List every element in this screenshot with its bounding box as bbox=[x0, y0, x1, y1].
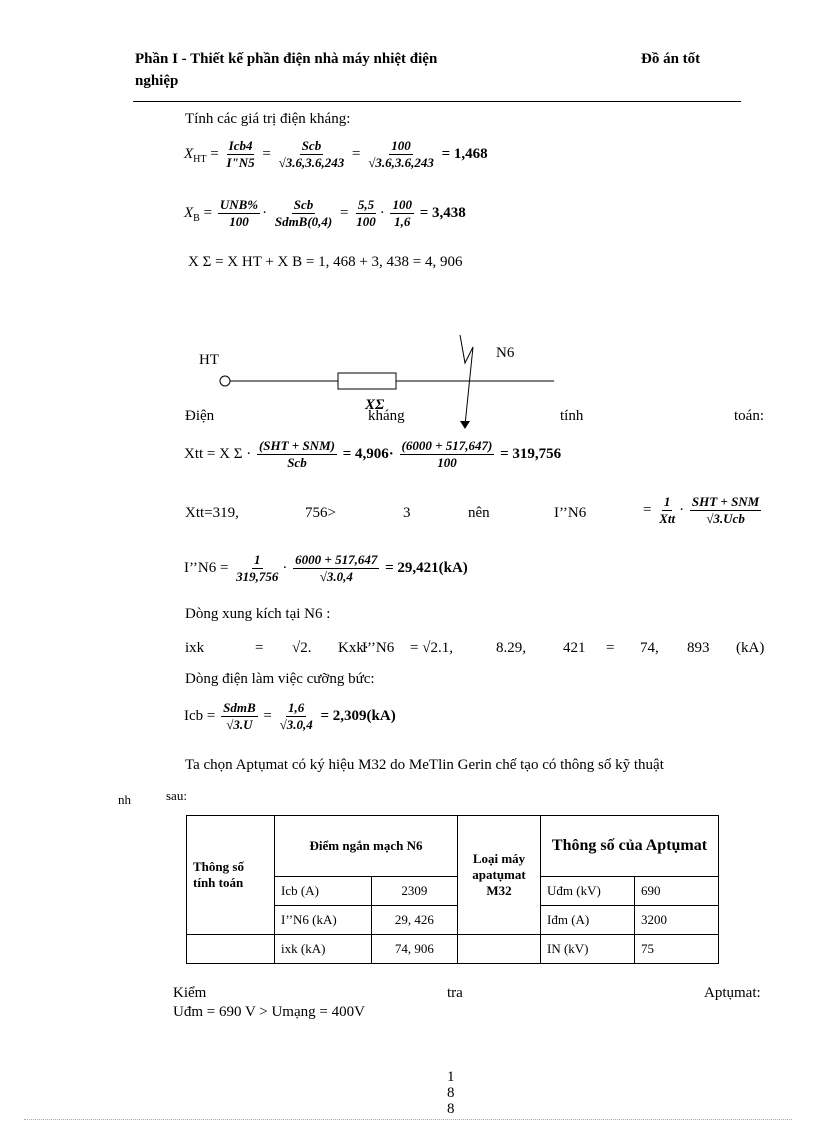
xk-title: Dòng xung kích tại N6 : bbox=[185, 606, 331, 622]
eq7-n1: SdmB bbox=[223, 700, 256, 715]
xk-9: 74, bbox=[640, 640, 659, 656]
eq5-d1: Xtt bbox=[659, 511, 676, 526]
cb-title: Dòng điện làm việc cưỡng bức: bbox=[185, 671, 375, 687]
eq1-d1: I"N5 bbox=[226, 155, 255, 170]
eq5-n2: SHT + SNM bbox=[691, 494, 760, 509]
eq2-d1: 100 bbox=[229, 214, 249, 229]
equation-xb: $X_B$ = $\frac{\text{UNB\%}}{100}$ · $\frac{\text{Scb}}{\text{SdmB(0,4)}}$ = $\frac{5,5}{100}$ · $\frac{100}{1,6}$ = 3,438 bbox=[184, 197, 466, 229]
eq7-d2: √3.0,4 bbox=[279, 717, 313, 732]
cell-s1: Iđm (A) bbox=[541, 906, 635, 935]
check-w3: Aptụmat: bbox=[704, 985, 761, 1001]
cell-p2: ixk (kA) bbox=[275, 935, 372, 964]
eq7-d1: √3.U bbox=[226, 717, 253, 732]
eq1-lhs: X bbox=[184, 145, 194, 162]
xk-10: 893 bbox=[687, 640, 710, 656]
fault-arrow-head bbox=[460, 421, 470, 429]
eq1-n1: Icb4 bbox=[228, 138, 253, 153]
cell-s2: IN (kV) bbox=[541, 935, 635, 964]
fault-arrow bbox=[460, 335, 473, 425]
equation-xtt bbox=[184, 438, 561, 471]
equation-xsum: X Σ = X HT + X B = 1, 468 + 3, 438 = 4, 906 bbox=[188, 254, 463, 270]
equation-in6: I’’N6 = $\frac{1}{319,756}$ · $\frac{6000 + 517,647}{√3.0,4}$ = 29,421(kA) bbox=[184, 552, 468, 584]
page-num-2: 8 bbox=[447, 1085, 455, 1101]
equation-xht: $X_{HT}$ = $\frac{\text{Icb4}}{I"N5}$ = $\frac{\text{Scb}}{√3.6,3.6,243}$ = $\frac{100}{√3.6,3.6,243}$ = 1,468 bbox=[184, 138, 488, 170]
eq4-result: = 319,756 bbox=[500, 445, 562, 462]
xk-5: = √2.1, bbox=[410, 640, 453, 656]
cell-sv0: 690 bbox=[635, 877, 719, 906]
eq1-lhs-sub: HT bbox=[193, 153, 207, 165]
eq5-frac: = $\frac{1}{\text{Xtt}}$ · $\frac{\text{SHT + SNM}}{\text{√3.Ucb}}$ bbox=[643, 494, 760, 526]
eq4-d2: 100 bbox=[437, 455, 457, 470]
eq7-n2: 1,6 bbox=[288, 700, 305, 715]
x-label: XΣ bbox=[365, 397, 385, 413]
cell-empty bbox=[187, 935, 275, 964]
eq7-lhs: Icb = bbox=[184, 707, 216, 724]
xk-7: 421 bbox=[563, 640, 586, 656]
dien-2: kháng bbox=[368, 408, 405, 424]
dien-1: Điện bbox=[185, 408, 215, 424]
eq5-p5: I’’N6 bbox=[554, 505, 587, 521]
cell-v2: 74, 906 bbox=[371, 935, 457, 964]
th-type: Loại máy apatụmat M32 bbox=[458, 816, 541, 935]
xk-3: Kxk· bbox=[338, 640, 369, 656]
header-title-cont: nghiệp bbox=[135, 73, 179, 89]
eq4-lhs: Xtt = X Σ · bbox=[184, 445, 252, 462]
eq2-n2: Scb bbox=[293, 197, 314, 212]
eq5-n1: 1 bbox=[663, 494, 671, 509]
eq2-d2: SdmB(0,4) bbox=[274, 214, 333, 229]
equation-icb: Icb = $\frac{\text{SdmB}}{√3.U}$ = $\frac{1,6}{√3.0,4}$ = 2,309(kA) bbox=[184, 700, 396, 732]
eq1-result: = 1,468 bbox=[441, 145, 488, 162]
eq2-n4: 100 bbox=[392, 197, 412, 212]
cell-p1: I’’N6 (kA) bbox=[275, 906, 372, 935]
cell-p0: Icb (A) bbox=[275, 877, 372, 906]
header-right: Đồ án tốt bbox=[641, 51, 701, 67]
xk-0: ixk bbox=[185, 640, 205, 656]
cell-empty-2 bbox=[458, 935, 541, 964]
check-w1: Kiểm bbox=[173, 985, 207, 1001]
reactance-box bbox=[338, 373, 396, 389]
xk-8: = bbox=[606, 640, 615, 656]
eq1-n3: 100 bbox=[391, 138, 411, 153]
cell-s0: Uđm (kV) bbox=[541, 877, 635, 906]
page-num-3: 8 bbox=[447, 1101, 455, 1117]
eq4-mid: = 4,906· bbox=[342, 445, 394, 462]
th-spec: Thông số của Aptụmat bbox=[541, 816, 719, 877]
header-rule bbox=[133, 101, 741, 102]
th-fault: Điểm ngắn mạch N6 bbox=[275, 816, 458, 877]
dien-3: tính bbox=[560, 408, 584, 424]
eq7-result: = 2,309(kA) bbox=[320, 707, 396, 724]
xk-11: (kA) bbox=[736, 640, 765, 656]
eq1-d2: √3.6,3.6,243 bbox=[278, 155, 345, 170]
eq6-d1: 319,756 bbox=[236, 569, 279, 584]
stray-text: nh bbox=[118, 792, 131, 807]
cell-sv2: 75 bbox=[635, 935, 719, 964]
cell-sv1: 3200 bbox=[635, 906, 719, 935]
fault-label: N6 bbox=[496, 345, 515, 361]
eq4-n1: (SHT + SNM) bbox=[258, 438, 335, 453]
eq2-d4: 1,6 bbox=[394, 214, 411, 229]
eq5-d2: √3.Ucb bbox=[706, 511, 745, 526]
xk-1: = bbox=[255, 640, 264, 656]
eq4-d1: Scb bbox=[287, 455, 307, 470]
eq2-lhs-sub: B bbox=[193, 212, 200, 224]
eq5-p3: 3 bbox=[403, 505, 411, 521]
choose-text: Ta chọn Aptụmat có ký hiệu M32 do MeTlin Gerin chế tạo có thông số kỹ thuật bbox=[185, 757, 664, 773]
eq1-d3: √3.6,3.6,243 bbox=[368, 155, 434, 170]
header-title: Phần I - Thiết kế phần điện nhà máy nhiệt điện bbox=[135, 51, 438, 67]
check-w2: tra bbox=[447, 985, 463, 1001]
th-calc: Thông số tính toán bbox=[187, 816, 275, 935]
eq2-d3: 100 bbox=[356, 214, 376, 229]
eq2-lhs: X bbox=[184, 204, 194, 221]
eq2-n1: UNB% bbox=[219, 197, 259, 212]
eq6-n2: 6000 + 517,647 bbox=[295, 552, 378, 567]
eq6-lhs: I’’N6 = bbox=[184, 559, 229, 576]
eq6-n1: 1 bbox=[254, 552, 261, 567]
xk-4: I’’N6 bbox=[362, 640, 395, 656]
eq5-p4: nên bbox=[468, 505, 490, 521]
cell-v1: 29, 426 bbox=[371, 906, 457, 935]
xk-6: 8.29, bbox=[496, 640, 526, 656]
eq6-result: = 29,421(kA) bbox=[385, 559, 468, 576]
eq2-result: = 3,438 bbox=[419, 204, 466, 221]
ht-label: HT bbox=[199, 352, 219, 368]
intro-text: Tính các giá trị điện kháng: bbox=[185, 111, 351, 127]
ht-node bbox=[220, 376, 230, 386]
spec-table bbox=[186, 815, 719, 964]
eq6-d2: √3.0,4 bbox=[319, 569, 353, 584]
eq5-p2: 756> bbox=[305, 505, 336, 521]
dien-4: toán: bbox=[734, 408, 764, 424]
check-line: Uđm = 690 V > Umạng = 400V bbox=[173, 1004, 365, 1020]
cell-v0: 2309 bbox=[371, 877, 457, 906]
eq2-n3: 5,5 bbox=[357, 197, 375, 212]
footer-dotted-rule bbox=[24, 1119, 792, 1120]
eq4-n2: (6000 + 517,647) bbox=[401, 438, 493, 453]
page-num-1: 1 bbox=[447, 1069, 455, 1085]
eq5-p1: Xtt=319, bbox=[185, 505, 239, 521]
choose-text-2: sau: bbox=[166, 788, 187, 803]
eq1-n2: Scb bbox=[301, 138, 322, 153]
xk-2: √2. bbox=[292, 640, 312, 656]
